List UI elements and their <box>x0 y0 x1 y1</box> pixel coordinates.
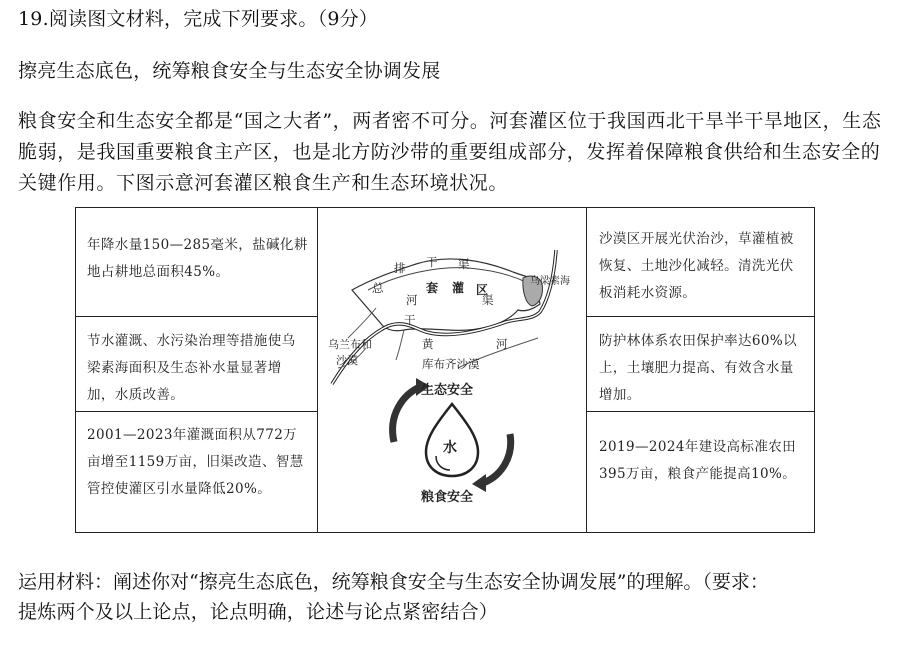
theme-line: 擦亮生态底色，统筹粮食安全与生态安全协调发展 <box>18 60 441 82</box>
map-desert-bottom: 库布齐沙漠 <box>422 357 480 371</box>
map-region-char-1: 套 <box>426 281 439 295</box>
right-cell-farmland: 2019—2024年建设高标准农田395万亩，粮食产能提高10%。 <box>599 439 797 482</box>
intro-paragraph: 粮食安全和生态安全都是“国之大者”，两者密不可分。河套灌区位于我国西北干旱半干旱地区，生态脆弱，是我国重要粮食主产区，也是北方防沙带的重要组成部分，发挥着保障粮食供给和生态安全的关键作用。下图示意河套灌区粮食生产和生态环境状况。 <box>18 110 882 194</box>
right-cell-shelterbelt: 防护林体系农田保护率达60%以上，土壤肥力提高、有效含水量增加。 <box>599 333 798 403</box>
map-left-canal-char-2: 河 <box>406 293 418 307</box>
map-river-char-1: 黄 <box>422 337 434 351</box>
map-region-extra-char: 渠 <box>482 293 494 307</box>
task-line-1: 运用材料：阐述你对“擦亮生态底色，统筹粮食安全与生态安全协调发展”的理解。（要求： <box>18 571 769 593</box>
left-cell-water-saving: 节水灌溉、水污染治理等措施使乌梁素海面积及生态补水量显著增加，水质改善。 <box>87 333 296 403</box>
map-region-char-3: 区 <box>476 283 489 297</box>
cycle-top-label: 生态安全 <box>421 383 474 398</box>
cycle-center-label: 水 <box>443 440 457 456</box>
map-river-char-2: 河 <box>496 337 508 351</box>
question-number-title: 19.阅读图文材料，完成下列要求。（9分） <box>18 8 379 30</box>
map-lake-label: 乌梁素海 <box>530 276 570 287</box>
map-mid-canal-char: 干 <box>404 313 416 327</box>
cycle-diagram <box>393 378 511 505</box>
left-cell-irrigation-area: 2001—2023年灌溉面积从772万亩增至1159万亩，旧渠改造、智慧管控使灌区引水量降低20%。 <box>87 427 304 497</box>
map-canal-char-3: 渠 <box>458 257 470 271</box>
right-cell-desert-pv: 沙漠区开展光伏治沙，草灌植被恢复、土地沙化减轻。清洗光伏板消耗水资源。 <box>599 231 794 301</box>
center-map-panel <box>318 208 586 532</box>
hetao-map-svg <box>318 208 586 532</box>
cycle-bottom-label: 粮食安全 <box>421 490 474 505</box>
task-line-2: 提炼两个及以上论点，论点明确，论述与论点紧密结合） <box>18 601 499 623</box>
map-desert-left-1: 乌兰布和 <box>328 338 372 351</box>
map-region-char-2: 灌 <box>452 281 465 295</box>
map-canal-char-2: 干 <box>426 255 438 269</box>
map-desert-left-2: 沙漠 <box>336 354 358 367</box>
material-diagram-table <box>75 207 815 533</box>
map-left-canal-char-1: 总 <box>372 281 384 295</box>
map-canal-char-1: 排 <box>394 261 406 275</box>
left-cell-precipitation: 年降水量150—285毫米，盐碱化耕地占耕地总面积45%。 <box>87 237 308 280</box>
